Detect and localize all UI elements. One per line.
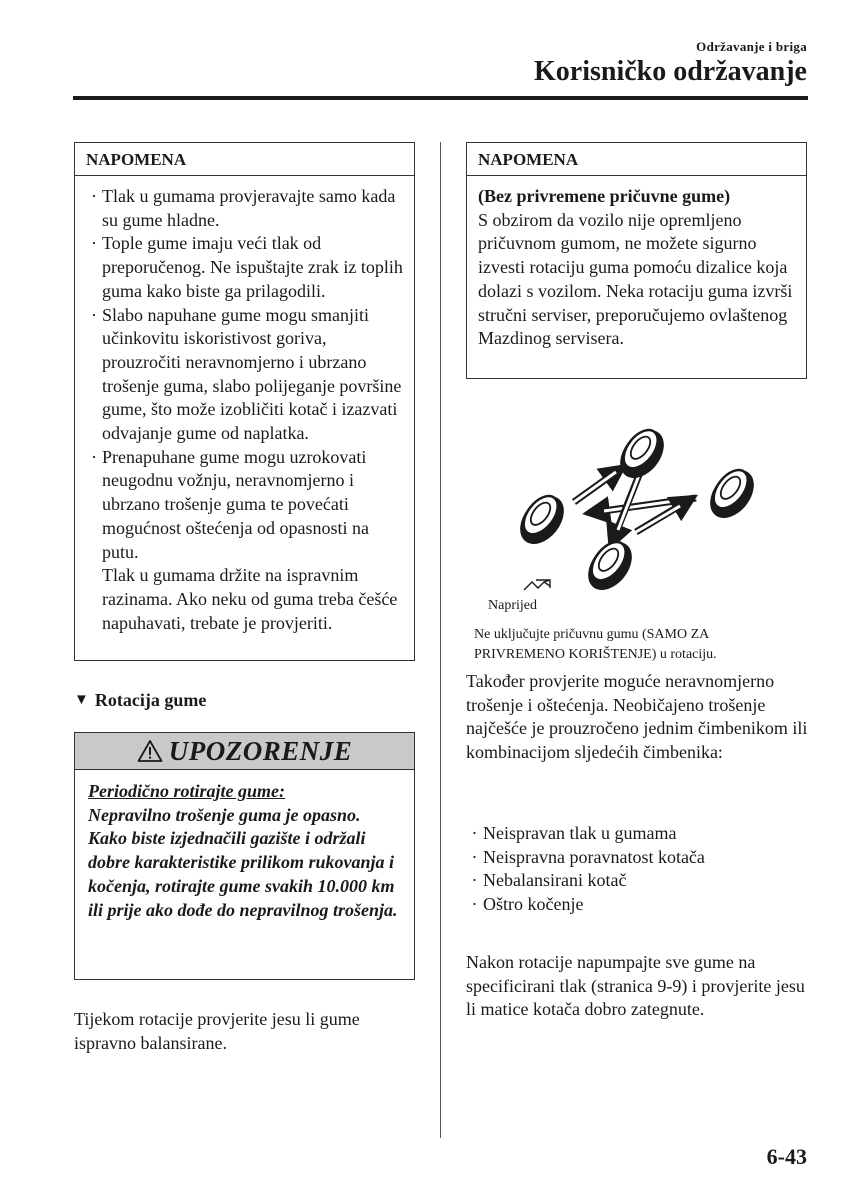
tire-rotation-diagram	[466, 420, 808, 620]
section-marker: ▼	[74, 692, 89, 708]
warning-title: UPOZORENJE	[168, 735, 353, 766]
page-title: Korisničko održavanje	[534, 56, 807, 87]
header-rule	[73, 96, 808, 100]
right-note-box	[466, 142, 807, 379]
rotation-arrow	[618, 470, 641, 530]
warning-text: Nepravilno trošenje guma je opasno. Kako biste izjednačili gazište i održali dobre karakteristike prilikom rukovanja i kočenja, rotirajte gume svakih 10.000 km ili prije ako dođe do nepravilnog trošenja.	[88, 804, 398, 920]
left-note-bullet: · Tople gume imaju veći tlak od preporučenog. Ne ispuštajte zrak iz toplih guma kako biste ga prilagodili.	[91, 233, 403, 301]
rotation-arrow	[636, 506, 680, 532]
tire-front-right	[701, 462, 763, 527]
header-section: Održavanje i briga	[696, 39, 807, 54]
front-direction-icon	[524, 580, 550, 590]
rotation-arrow	[574, 472, 616, 502]
cause-item: · Neispravan tlak u gumama	[471, 823, 677, 843]
tire-rear-right	[579, 534, 641, 599]
section-heading	[74, 690, 206, 711]
figure-caption: Ne uključujte pričuvnu gumu (SAMO ZA PRIVREMENO KORIŠTENJE) u rotaciju.	[474, 627, 717, 662]
wear-paragraph: Također provjerite moguće neravnomjerno trošenje i oštećenja. Neobičajeno trošenje najčešće je prouzročeno jednim čimbenikom ili kombinacijom sljedećih čimbenika:	[466, 671, 808, 763]
warning-box	[74, 732, 415, 980]
cause-item: · Oštro kočenje	[471, 894, 584, 915]
right-note-text: S obzirom da vozilo nije opremljeno pričuvnom gumom, ne možete sigurno izvesti rotaciju guma pomoću dizalice koja dolazi s vozilom. Neka rotaciju guma izvrši stručni serviser, preporučujemo ovlaštenog Mazdinog servisera.	[478, 209, 793, 349]
front-label: Naprijed	[488, 598, 537, 613]
right-note-heading: NAPOMENA	[467, 143, 806, 176]
left-note-bullet: · Prenapuhane gume mogu uzrokovati neugodnu vožnju, neravnomjerno i ubrzano trošenje guma te povećati mogućnost oštećenja od opasnosti na putu.	[91, 446, 369, 562]
warning-lead: Periodično rotirajte gume:	[88, 781, 285, 801]
left-note-bullet: · Tlak u gumama provjeravajte samo kada su gume hladne.	[91, 186, 396, 230]
balance-paragraph: Tijekom rotacije provjerite jesu li gume ispravno balansirane.	[74, 1009, 360, 1053]
causes-list	[466, 822, 806, 917]
right-note-subheading: (Bez privremene pričuvne gume)	[478, 186, 731, 206]
section-title: Rotacija gume	[94, 690, 207, 710]
cause-item: · Neispravna poravnatost kotača	[471, 846, 705, 867]
page-number: 6-43	[766, 1144, 807, 1169]
left-note-bullet: · Slabo napuhane gume mogu smanjiti učinkovitu iskoristivost goriva, prouzročiti neravnomjerno i ubrzano trošenje guma, slabo polijeganje površine gume, što može izobličiti kotač i izazvati odvajanje gume od naplatka.	[91, 304, 402, 444]
left-note-box	[74, 142, 415, 661]
tire-rear-left	[511, 488, 573, 553]
left-note-heading: NAPOMENA	[75, 143, 414, 176]
left-note-extra: Tlak u gumama držite na ispravnim razinama. Ako neku od guma treba češće napuhavati, trebate je provjeriti.	[102, 565, 398, 633]
warning-header	[75, 733, 414, 770]
cause-item: · Nebalansirani kotač	[471, 870, 627, 891]
inflate-paragraph: Nakon rotacije napumpajte sve gume na specificirani tlak (stranica 9-9) i provjerite jesu li matice kotača dobro zategnute.	[466, 952, 805, 1020]
column-divider	[440, 142, 441, 1138]
warning-triangle-icon	[137, 739, 163, 763]
